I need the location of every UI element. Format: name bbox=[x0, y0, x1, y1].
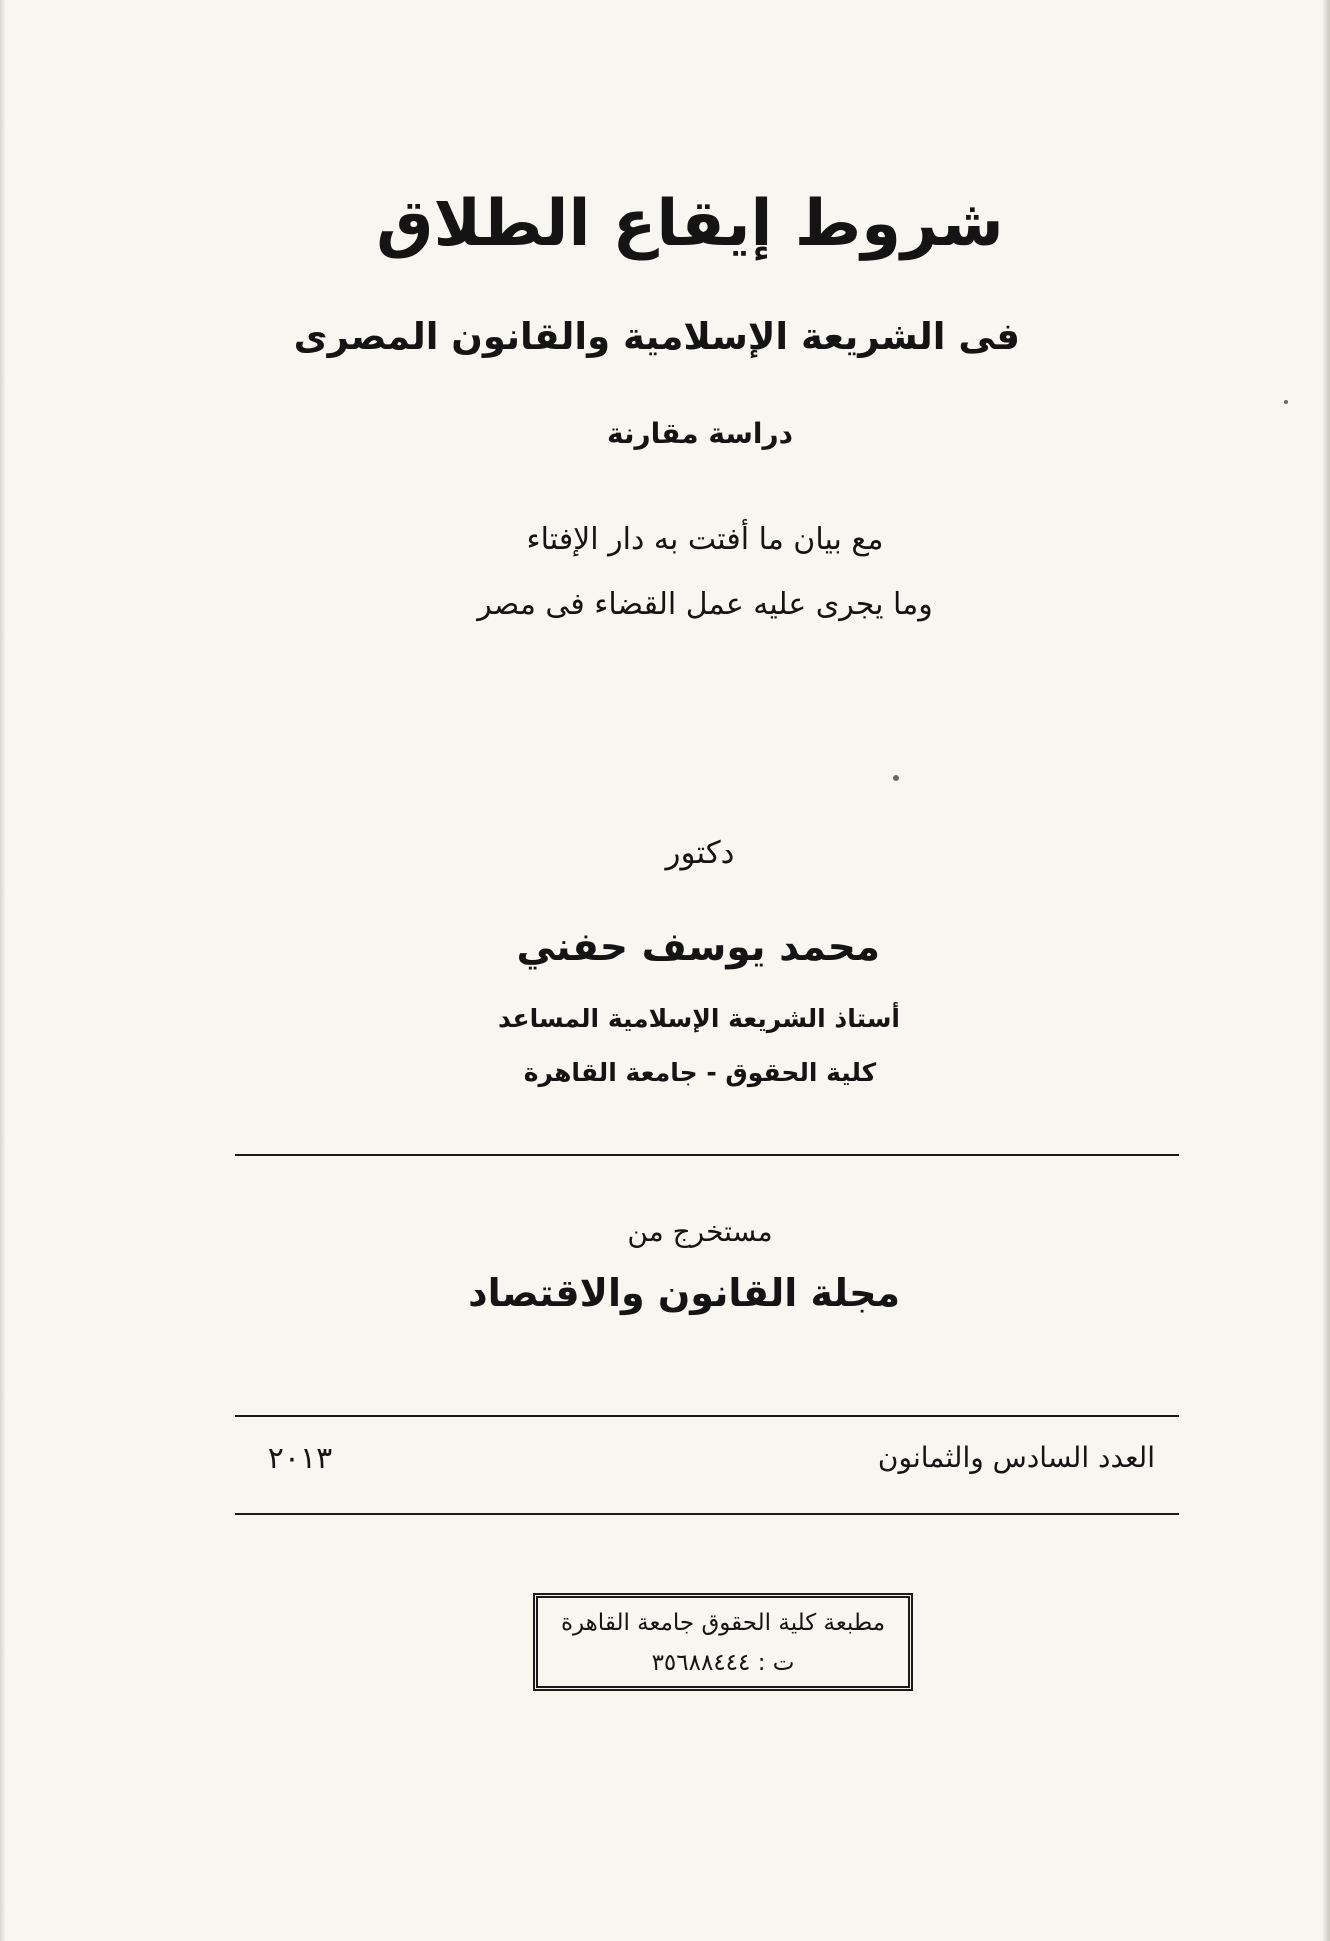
publication-year: ٢٠١٣ bbox=[267, 1441, 333, 1476]
page-edge-right bbox=[1322, 0, 1330, 1941]
extracted-from-label: مستخرج من bbox=[627, 1215, 773, 1248]
divider-middle bbox=[235, 1415, 1179, 1417]
paper-speck bbox=[893, 775, 899, 781]
description-line-2: وما يجرى عليه عمل القضاء فى مصر bbox=[477, 587, 933, 622]
paper-speck bbox=[1284, 400, 1288, 404]
divider-bottom bbox=[235, 1513, 1179, 1515]
author-title: دكتور bbox=[665, 835, 735, 871]
issue-number: العدد السادس والثمانون bbox=[877, 1441, 1155, 1474]
study-type: دراسة مقارنة bbox=[607, 417, 793, 450]
author-faculty: كلية الحقوق - جامعة القاهرة bbox=[523, 1058, 877, 1087]
author-position: أستاذ الشريعة الإسلامية المساعد bbox=[498, 1004, 900, 1033]
journal-name: مجلة القانون والاقتصاد bbox=[468, 1271, 900, 1315]
author-name: محمد يوسف حفني bbox=[516, 925, 880, 970]
press-stamp-box bbox=[533, 1593, 913, 1691]
divider-top bbox=[235, 1154, 1179, 1156]
page-edge-left bbox=[0, 0, 6, 1941]
description-line-1: مع بيان ما أفتت به دار الإفتاء bbox=[526, 522, 884, 557]
press-name: مطبعة كلية الحقوق جامعة القاهرة bbox=[560, 1610, 886, 1636]
book-subtitle: فى الشريعة الإسلامية والقانون المصرى bbox=[293, 315, 1020, 358]
book-title: شروط إيقاع الطلاق bbox=[376, 187, 1004, 261]
press-phone: ت : ٣٥٦٨٨٤٤٤ bbox=[651, 1650, 795, 1676]
